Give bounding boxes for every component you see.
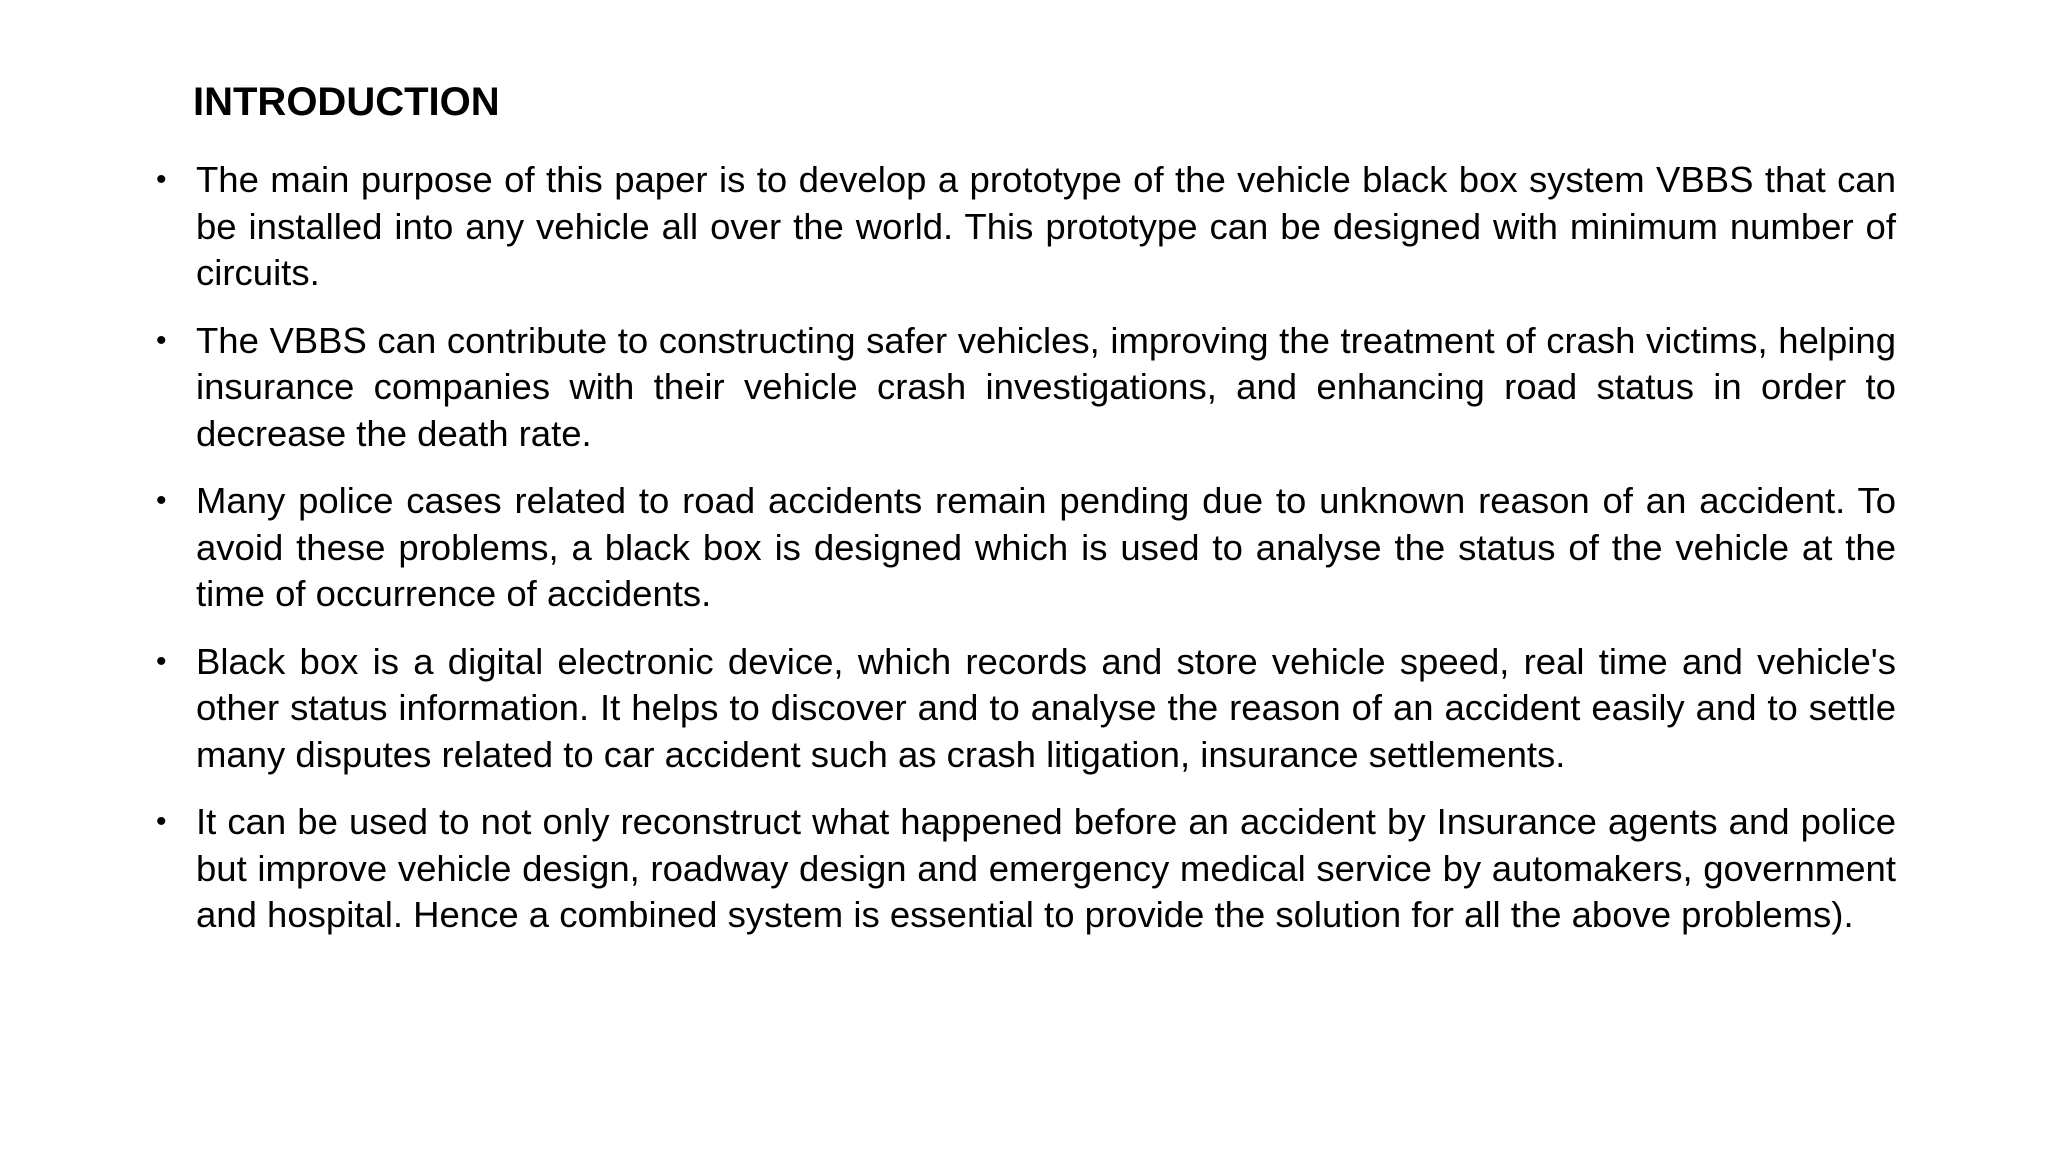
bullet-text: It can be used to not only reconstruct what happened before an accident by Insurance agents and police but improve vehicle design, roadway design and emergency medical service by automakers, government and hospital. Hence a combined system is essential to provide the solution for all the above problems). (196, 801, 1896, 935)
bullet-icon: • (156, 484, 167, 517)
bullet-item (156, 478, 1896, 618)
bullet-item (156, 157, 1896, 297)
bullet-text: The VBBS can contribute to constructing safer vehicles, improving the treatment of crash victims, helping insurance companies with their vehicle crash investigations, and enhancing road status in order to decrease the death rate. (196, 319, 1896, 454)
slide-title: INTRODUCTION (193, 80, 500, 124)
bullet-icon: • (156, 644, 167, 678)
bullet-item (156, 799, 1896, 939)
bullet-text: Black box is a digital electronic device, which records and store vehicle speed, real time and vehicle's other status information. It helps to discover and to analyse the reason of an accident easily and to settle many disputes related to car accident such as crash litigation, insurance settlements. (196, 640, 1896, 775)
bullet-item (156, 639, 1896, 779)
bullet-list (156, 157, 1896, 960)
bullet-icon: • (156, 163, 167, 196)
bullet-item (156, 318, 1896, 458)
bullet-text: Many police cases related to road accidents remain pending due to unknown reason of an accident. To avoid these problems, a black box is designed which is used to analyse the status of the vehicle at the time of occurrence of accidents. (196, 480, 1896, 614)
bullet-icon: • (156, 805, 167, 838)
bullet-icon: • (156, 323, 167, 357)
bullet-text: The main purpose of this paper is to develop a prototype of the vehicle black box system VBBS that can be installed into any vehicle all over the world. This prototype can be designed with minimum number of circuits. (196, 159, 1896, 293)
